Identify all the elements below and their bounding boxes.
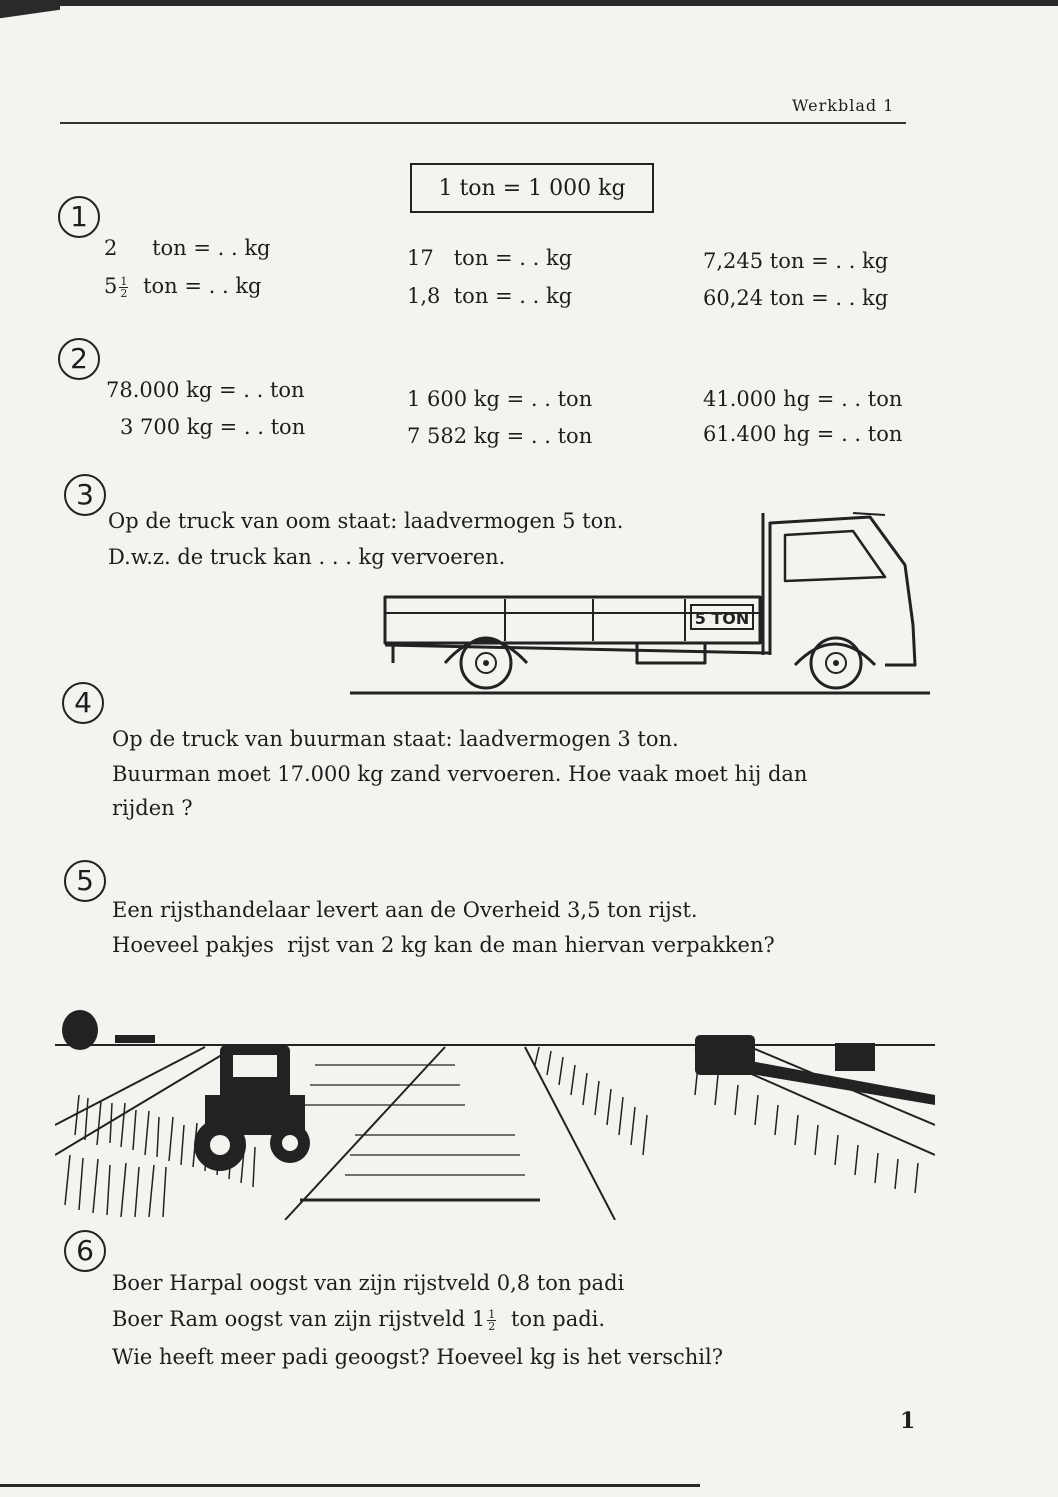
bottom-edge-shadow bbox=[0, 1484, 700, 1487]
worksheet-title: Werkblad 1 bbox=[792, 96, 895, 115]
exercise-number-5: 5 bbox=[64, 860, 106, 902]
exercise-number-4: 4 bbox=[62, 682, 104, 724]
ex1-row1-col2: 17 ton = . . kg bbox=[407, 246, 573, 270]
exercise-number-3: 3 bbox=[64, 474, 106, 516]
ex3-line-1: Op de truck van oom staat: laadvermogen 5 ton. bbox=[108, 509, 624, 533]
ex3-line-2: D.w.z. de truck kan . . . kg vervoeren. bbox=[108, 545, 506, 569]
ex5-line-1: Een rijsthandelaar levert aan de Overheid 3,5 ton rijst. bbox=[112, 898, 698, 922]
ex1-row1-col1 bbox=[104, 236, 271, 260]
page-number: 1 bbox=[900, 1408, 916, 1434]
ex1-row2-col3: 60,24 ton = . . kg bbox=[703, 286, 889, 310]
truck-illustration bbox=[345, 505, 935, 700]
ex6-line-1: Boer Harpal oogst van zijn rijstveld 0,8 ton padi bbox=[112, 1271, 625, 1295]
ex4-line-2: Buurman moet 17.000 kg zand vervoeren. Hoe vaak moet hij dan bbox=[112, 762, 808, 786]
ex1-amount-b: 5 bbox=[104, 274, 118, 298]
conversion-box: 1 ton = 1 000 kg bbox=[410, 163, 654, 213]
ex1-row2-col1 bbox=[104, 274, 262, 299]
header-rule bbox=[60, 122, 906, 124]
ex6-fraction: $\frac{1}{2}$ bbox=[488, 1308, 496, 1333]
ex2-row1-col1: 78.000 kg = . . ton bbox=[106, 378, 305, 402]
ex1-unit-a: ton = . . kg bbox=[152, 236, 271, 260]
ex1-row2-col2: 1,8 ton = . . kg bbox=[407, 284, 573, 308]
rice-field-illustration bbox=[55, 1005, 935, 1220]
ex2-row2-col1: 3 700 kg = . . ton bbox=[120, 415, 306, 439]
ex6-line-2-start: Boer Ram oogst van zijn rijstveld 1 bbox=[112, 1307, 486, 1331]
ex1-amount-a: 2 bbox=[104, 236, 118, 260]
ex2-row2-col3: 61.400 hg = . . ton bbox=[703, 422, 903, 446]
top-edge-shadow bbox=[0, 0, 1058, 6]
exercise-number-2: 2 bbox=[58, 338, 100, 380]
ex6-line-2 bbox=[112, 1307, 605, 1332]
ex1-unit-b: ton = . . kg bbox=[143, 274, 262, 298]
ex4-line-1: Op de truck van buurman staat: laadvermogen 3 ton. bbox=[112, 727, 679, 751]
ex6-line-2-end: ton padi. bbox=[510, 1307, 606, 1331]
exercise-number-1: 1 bbox=[58, 196, 100, 238]
ex1-fraction: $\frac{1}{2}$ bbox=[120, 275, 128, 300]
exercise-number-6: 6 bbox=[64, 1230, 106, 1272]
ex2-row1-col3: 41.000 hg = . . ton bbox=[703, 387, 903, 411]
ex5-line-2: Hoeveel pakjes rijst van 2 kg kan de man hiervan verpakken? bbox=[112, 933, 775, 957]
top-corner-shadow bbox=[0, 0, 60, 18]
ex2-row1-col2: 1 600 kg = . . ton bbox=[407, 387, 593, 411]
ex1-row1-col3: 7,245 ton = . . kg bbox=[703, 249, 889, 273]
ex2-row2-col2: 7 582 kg = . . ton bbox=[407, 424, 593, 448]
truck-capacity-label: 5 TON bbox=[694, 609, 750, 628]
ex6-line-3: Wie heeft meer padi geoogst? Hoeveel kg is het verschil? bbox=[112, 1345, 723, 1369]
ex4-line-3: rijden ? bbox=[112, 796, 193, 820]
